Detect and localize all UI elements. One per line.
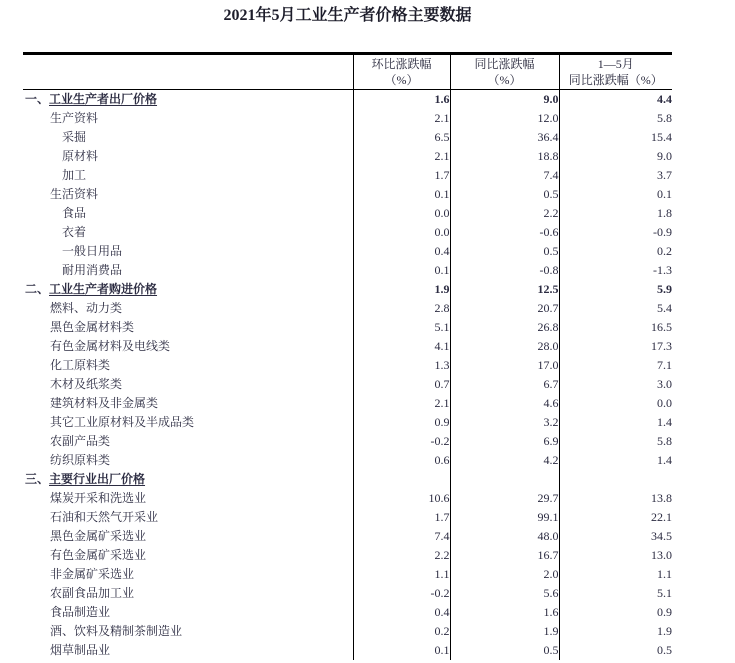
- row-label-text: 燃料、动力类: [50, 301, 123, 315]
- value-ytd: 1.1: [559, 565, 672, 584]
- row-label-cell: [23, 470, 353, 489]
- row-label-cell: [23, 109, 353, 128]
- value-yoy: -0.6: [450, 223, 559, 242]
- value-yoy: 16.7: [450, 546, 559, 565]
- row-label-cell: [23, 318, 353, 337]
- row-label-text: 非金属矿采选业: [50, 567, 135, 581]
- table-row: [23, 451, 672, 470]
- value-mom: 0.6: [353, 451, 450, 470]
- value-mom: 5.1: [353, 318, 450, 337]
- value-mom: 1.6: [353, 90, 450, 110]
- row-label-text: 食品制造业: [50, 605, 111, 619]
- section-link[interactable]: 工业生产者购进价格: [49, 282, 158, 296]
- value-mom: 0.7: [353, 375, 450, 394]
- table-row: [23, 375, 672, 394]
- section-link[interactable]: 主要行业出厂价格: [49, 472, 146, 486]
- value-yoy: 18.8: [450, 147, 559, 166]
- value-ytd: 17.3: [559, 337, 672, 356]
- value-mom: 2.1: [353, 394, 450, 413]
- value-yoy: 17.0: [450, 356, 559, 375]
- value-ytd: 4.4: [559, 90, 672, 110]
- col-header-ytd: [559, 54, 672, 90]
- row-label-text: 一般日用品: [62, 244, 123, 258]
- value-ytd: 9.0: [559, 147, 672, 166]
- row-label-cell: [23, 185, 353, 204]
- value-mom: 2.2: [353, 546, 450, 565]
- value-mom: -0.2: [353, 432, 450, 451]
- table-row: [23, 394, 672, 413]
- row-label-text: 纺织原料类: [50, 453, 111, 467]
- value-mom: [353, 470, 450, 489]
- row-label-cell: [23, 356, 353, 375]
- price-data-table: [23, 52, 672, 660]
- table-row: [23, 147, 672, 166]
- table-row: [23, 109, 672, 128]
- value-ytd: 1.4: [559, 413, 672, 432]
- row-label-text: 食品: [62, 206, 87, 220]
- table-row: [23, 432, 672, 451]
- value-yoy: 0.5: [450, 185, 559, 204]
- col-header-ytd-line1: 1—5月: [597, 57, 634, 71]
- value-ytd: -1.3: [559, 261, 672, 280]
- page-title: 2021年5月工业生产者价格主要数据: [223, 7, 472, 24]
- row-label-cell: [23, 546, 353, 565]
- table-row: [23, 641, 672, 660]
- row-label-text: 农副产品类: [50, 434, 111, 448]
- table-row: [23, 622, 672, 641]
- value-ytd: 0.1: [559, 185, 672, 204]
- value-yoy: 4.2: [450, 451, 559, 470]
- row-label-text: 采掘: [62, 130, 87, 144]
- value-mom: 2.1: [353, 147, 450, 166]
- page-container: [23, 0, 672, 660]
- row-label-cell: [23, 337, 353, 356]
- value-yoy: 99.1: [450, 508, 559, 527]
- value-mom: 1.1: [353, 565, 450, 584]
- table-row: [23, 603, 672, 622]
- category-column-header: [23, 54, 353, 90]
- value-ytd: 5.8: [559, 432, 672, 451]
- value-ytd: 34.5: [559, 527, 672, 546]
- value-mom: 0.0: [353, 223, 450, 242]
- value-yoy: 12.0: [450, 109, 559, 128]
- value-mom: 1.9: [353, 280, 450, 299]
- value-mom: 4.1: [353, 337, 450, 356]
- table-row: [23, 166, 672, 185]
- value-mom: -0.2: [353, 584, 450, 603]
- value-yoy: 12.5: [450, 280, 559, 299]
- row-label-text: 酒、饮料及精制茶制造业: [50, 624, 183, 638]
- value-yoy: 0.5: [450, 641, 559, 660]
- value-yoy: 4.6: [450, 394, 559, 413]
- table-row: [23, 546, 672, 565]
- table-row: [23, 242, 672, 261]
- value-ytd: 3.7: [559, 166, 672, 185]
- value-yoy: 28.0: [450, 337, 559, 356]
- value-yoy: 2.0: [450, 565, 559, 584]
- row-label-cell: [23, 90, 353, 110]
- value-mom: 0.1: [353, 641, 450, 660]
- row-label-prefix: 二、: [25, 282, 50, 296]
- value-yoy: 36.4: [450, 128, 559, 147]
- row-label-cell: [23, 603, 353, 622]
- col-header-mom-line1: 环比涨跌幅: [371, 57, 432, 71]
- row-label-cell: [23, 204, 353, 223]
- row-label-text: 农副食品加工业: [50, 586, 135, 600]
- row-label-cell: [23, 299, 353, 318]
- row-label-cell: [23, 261, 353, 280]
- table-row: [23, 413, 672, 432]
- row-label-cell: [23, 375, 353, 394]
- table-row: [23, 584, 672, 603]
- value-yoy: 48.0: [450, 527, 559, 546]
- row-label-cell: [23, 508, 353, 527]
- value-yoy: 26.8: [450, 318, 559, 337]
- row-label-text: 生活资料: [50, 187, 99, 201]
- section-link[interactable]: 工业生产者出厂价格: [49, 92, 158, 106]
- value-mom: 10.6: [353, 489, 450, 508]
- row-label-cell: [23, 128, 353, 147]
- value-ytd: 5.4: [559, 299, 672, 318]
- value-ytd: 0.5: [559, 641, 672, 660]
- value-ytd: 5.9: [559, 280, 672, 299]
- value-mom: 1.7: [353, 508, 450, 527]
- row-label-cell: [23, 584, 353, 603]
- table-row: [23, 508, 672, 527]
- row-label-text: 有色金属材料及电线类: [50, 339, 171, 353]
- value-mom: 0.2: [353, 622, 450, 641]
- row-label-text: 建筑材料及非金属类: [50, 396, 159, 410]
- value-ytd: 13.0: [559, 546, 672, 565]
- table-row: [23, 565, 672, 584]
- value-ytd: 1.8: [559, 204, 672, 223]
- table-row: [23, 185, 672, 204]
- value-ytd: 13.8: [559, 489, 672, 508]
- row-label-cell: [23, 622, 353, 641]
- table-row: [23, 128, 672, 147]
- row-label-cell: [23, 394, 353, 413]
- col-header-yoy-line2: （%）: [487, 73, 522, 87]
- row-label-cell: [23, 565, 353, 584]
- value-mom: 2.8: [353, 299, 450, 318]
- value-ytd: 15.4: [559, 128, 672, 147]
- value-ytd: 0.0: [559, 394, 672, 413]
- value-ytd: 22.1: [559, 508, 672, 527]
- value-ytd: 1.4: [559, 451, 672, 470]
- table-row: [23, 261, 672, 280]
- value-mom: 0.4: [353, 603, 450, 622]
- value-ytd: -0.9: [559, 223, 672, 242]
- table-row: [23, 527, 672, 546]
- table-row: [23, 318, 672, 337]
- row-label-cell: [23, 489, 353, 508]
- row-label-text: 烟草制品业: [50, 643, 111, 657]
- row-label-cell: [23, 147, 353, 166]
- row-label-cell: [23, 280, 353, 299]
- value-ytd: 16.5: [559, 318, 672, 337]
- value-mom: 6.5: [353, 128, 450, 147]
- row-label-text: 耐用消费品: [62, 263, 123, 277]
- value-ytd: 5.1: [559, 584, 672, 603]
- col-header-mom-line2: （%）: [384, 73, 419, 87]
- row-label-text: 其它工业原材料及半成品类: [50, 415, 195, 429]
- value-yoy: 5.6: [450, 584, 559, 603]
- value-yoy: 7.4: [450, 166, 559, 185]
- table-row: [23, 90, 672, 110]
- row-label-cell: [23, 413, 353, 432]
- table-header: [23, 54, 672, 90]
- row-label-text: 化工原料类: [50, 358, 111, 372]
- table-row: [23, 280, 672, 299]
- row-label-text: 木材及纸浆类: [50, 377, 123, 391]
- value-yoy: 0.5: [450, 242, 559, 261]
- row-label-text: 有色金属矿采选业: [50, 548, 147, 562]
- value-ytd: 0.9: [559, 603, 672, 622]
- col-header-yoy-line1: 同比涨跌幅: [474, 57, 535, 71]
- row-label-prefix: 一、: [25, 92, 50, 106]
- row-label-text: 生产资料: [50, 111, 99, 125]
- value-mom: 1.7: [353, 166, 450, 185]
- table-row: [23, 223, 672, 242]
- table-row: [23, 204, 672, 223]
- value-yoy: 20.7: [450, 299, 559, 318]
- table-row: [23, 337, 672, 356]
- value-ytd: 7.1: [559, 356, 672, 375]
- value-mom: 0.1: [353, 185, 450, 204]
- row-label-cell: [23, 451, 353, 470]
- value-yoy: 1.9: [450, 622, 559, 641]
- value-mom: 1.3: [353, 356, 450, 375]
- value-yoy: 6.7: [450, 375, 559, 394]
- value-ytd: 3.0: [559, 375, 672, 394]
- table-row: [23, 489, 672, 508]
- value-mom: 0.9: [353, 413, 450, 432]
- row-label-cell: [23, 527, 353, 546]
- header-row: [23, 54, 672, 90]
- row-label-text: 原材料: [62, 149, 99, 163]
- value-yoy: 2.2: [450, 204, 559, 223]
- value-ytd: [559, 470, 672, 489]
- value-mom: 7.4: [353, 527, 450, 546]
- row-label-cell: [23, 223, 353, 242]
- col-header-yoy: [450, 54, 559, 90]
- value-yoy: 9.0: [450, 90, 559, 110]
- value-mom: 2.1: [353, 109, 450, 128]
- value-mom: 0.1: [353, 261, 450, 280]
- value-yoy: 3.2: [450, 413, 559, 432]
- row-label-cell: [23, 242, 353, 261]
- table-row: [23, 470, 672, 489]
- row-label-cell: [23, 166, 353, 185]
- value-yoy: 29.7: [450, 489, 559, 508]
- table-row: [23, 356, 672, 375]
- row-label-text: 黑色金属矿采选业: [50, 529, 147, 543]
- value-mom: 0.4: [353, 242, 450, 261]
- row-label-text: 衣着: [62, 225, 87, 239]
- table-row: [23, 299, 672, 318]
- row-label-text: 黑色金属材料类: [50, 320, 135, 334]
- value-yoy: 6.9: [450, 432, 559, 451]
- row-label-prefix: 三、: [25, 472, 50, 486]
- row-label-cell: [23, 641, 353, 660]
- col-header-mom: [353, 54, 450, 90]
- table-body: [23, 90, 672, 661]
- value-mom: 0.0: [353, 204, 450, 223]
- value-ytd: 0.2: [559, 242, 672, 261]
- col-header-ytd-line2: 同比涨跌幅（%）: [568, 73, 663, 87]
- value-yoy: 1.6: [450, 603, 559, 622]
- row-label-text: 煤炭开采和洗选业: [50, 491, 147, 505]
- value-yoy: [450, 470, 559, 489]
- row-label-cell: [23, 432, 353, 451]
- value-ytd: 1.9: [559, 622, 672, 641]
- row-label-text: 石油和天然气开采业: [50, 510, 159, 524]
- row-label-text: 加工: [62, 168, 87, 182]
- value-ytd: 5.8: [559, 109, 672, 128]
- value-yoy: -0.8: [450, 261, 559, 280]
